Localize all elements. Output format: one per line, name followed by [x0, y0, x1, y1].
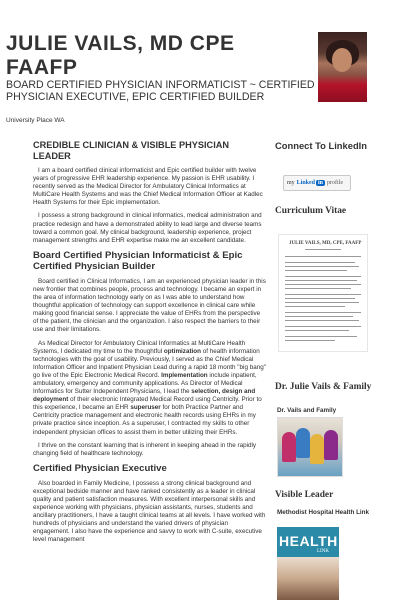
family-caption: Dr. Vails and Family: [277, 407, 337, 414]
section-title-informaticist: Board Certified Physician Informaticist & Epic Certified Physician Builder: [33, 249, 243, 272]
section-title-credible-clinician: CREDIBLE CLINICIAN & VISIBLE PHYSICIAN LEADER: [33, 140, 230, 161]
text-run: As Medical Director for Ambulatory Clinical Informatics at MultiCare Health Systems, I dedicated my time to the thoughtful: [33, 339, 246, 355]
cv-line: [285, 316, 353, 317]
family-person: [296, 428, 310, 458]
text-run: of health information technologies with the goal of usability. Previously, I served as the Chief Medical Information Officer and Inpatient Physician Lead during a rapid 18 month "big bang" go live of the Epic Electronic Medical Record.: [33, 347, 266, 379]
family-person: [282, 432, 296, 462]
section-paragraph: [33, 340, 266, 437]
section-paragraph: Board certified in Clinical Informatics, I am an experienced physician leader in this new frontier that combines people, process and technology. I became an expert in the area of information technology early on as I was able to understand how thoughtful application of technology can support excellence in clinical care while making good financial sense. I appreciate the value of EHRs from the perspective of the patient, the clinician and the organization. I also respect the barriers to their use and their limitations.: [33, 277, 266, 334]
family-photo[interactable]: [277, 417, 343, 477]
badge-my-text: my: [287, 180, 295, 186]
cv-line: [285, 330, 349, 331]
profile-headline: BOARD CERTIFIED PHYSICIAN INFORMATICIST ~ CERTIFIED PHYSICIAN EXECUTIVE, EPIC CERTIFIED BUILDER: [6, 79, 315, 103]
cv-line: [285, 326, 361, 327]
cv-line: [285, 294, 361, 295]
cv-line: [285, 284, 361, 285]
badge-linked-text: Linked: [296, 180, 316, 186]
family-person: [310, 434, 324, 464]
sidebar: [275, 140, 375, 151]
section-paragraph: I thrive on the constant learning that is inherent in keeping ahead in the rapidly changing field of healthcare technology.: [33, 441, 257, 457]
magazine-cover-photo: [277, 557, 339, 600]
section-paragraph: I possess a strong background in clinical informatics, medical administration and practice redesign and have a demonstrated ability to lead large and diverse teams toward a common goal. My clinical background, leadership experience, project management strengths and EHR expertise make me an excellent candidate.: [33, 212, 262, 244]
profile-name: JULIE VAILS, MD CPE FAAFP: [6, 32, 235, 79]
cv-line: [285, 276, 361, 277]
cv-doc-name: JULIE VAILS, MD, CPE, FAAFP: [289, 241, 362, 246]
cv-line: [285, 288, 351, 289]
section-paragraph: Also boarded in Family Medicine, I possess a strong clinical background and exceptional bedside manner and have ranked consistently as a leader in clinical quality and patient satisfaction measures. With excellent interpersonal skills and experience working with physicians, physician assistants, nurses, students and ancillary practitioners, I have a taught clinical teams at all levels. I have worked with hundreds of physicians and understand the varied drivers of physician engagement. I also have the experience and savvy to work with C-suite, executive level management: [33, 479, 266, 544]
profile-photo: [318, 32, 367, 102]
sidebar-title-connect: Connect To LinkedIn: [275, 140, 368, 151]
magazine-title: HEALTH: [279, 533, 338, 549]
cv-line: [285, 262, 355, 263]
cv-line: [285, 298, 355, 299]
cv-line: [285, 280, 357, 281]
cv-line: [285, 312, 361, 313]
badge-profile-text: profile: [327, 180, 344, 186]
profile-header: [0, 0, 400, 128]
health-link-magazine-cover[interactable]: [277, 527, 339, 600]
bold-text-run: optimization: [163, 347, 201, 355]
leader-caption: Methodist Hospital Health Link: [277, 509, 370, 516]
main-column: [33, 140, 266, 550]
text-run: include inpatient, ambulatory, emergency and community applications. As Director of Medical Informatics for Sutter Independent Physicians, I lead the: [33, 371, 257, 396]
linkedin-profile-badge[interactable]: [283, 175, 351, 191]
cv-line: [285, 320, 359, 321]
linkedin-logo-icon: in: [318, 180, 324, 186]
section-paragraph: I am a board certified clinical informaticist and Epic certified builder with twelve years of progressive EHR leadership experience. My passion is EHR usability. I recently served as the Medical Director for Ambulatory Clinical Informatics at MultiCare Health Systems and was the Chief Medical Information Officer at Kadlec Health Systems for their Epic implementation.: [33, 167, 263, 207]
magazine-subtitle: LINK: [317, 549, 329, 554]
bold-text-run: superuser: [130, 404, 161, 412]
cv-line: [285, 340, 335, 341]
cv-line: [285, 336, 357, 337]
family-person: [324, 430, 338, 460]
cv-line: [285, 266, 359, 267]
cv-line: [285, 306, 345, 307]
cv-line: [285, 270, 347, 271]
bold-text-run: Implementation: [161, 371, 208, 379]
text-run: of their electronic Integrated Medical Record using Centricity. Prior to this experience, I became an EHR: [33, 396, 262, 412]
photo-face: [332, 48, 352, 72]
bold-text-run: selection, design and deployment: [33, 388, 256, 404]
cv-line: [285, 256, 361, 257]
sidebar-title-cv: Curriculum Vitae: [275, 206, 347, 216]
cv-line: [285, 302, 359, 303]
cv-document-thumbnail[interactable]: [278, 234, 368, 352]
cv-line: [305, 249, 341, 250]
section-title-physician-executive: Certified Physician Executive: [33, 462, 167, 474]
sidebar-title-family: Dr. Julie Vails & Family: [275, 382, 372, 392]
profile-location: University Place WA: [6, 117, 65, 124]
text-run: for both Practice Partner and Centricity practice management and electronic health records using EHRs in my private practice since inception. As a superuser, I contracted my skills to other independent physician offices to assist them in better utilizing their EHRs.: [33, 404, 256, 436]
sidebar-title-leader: Visible Leader: [275, 490, 334, 500]
